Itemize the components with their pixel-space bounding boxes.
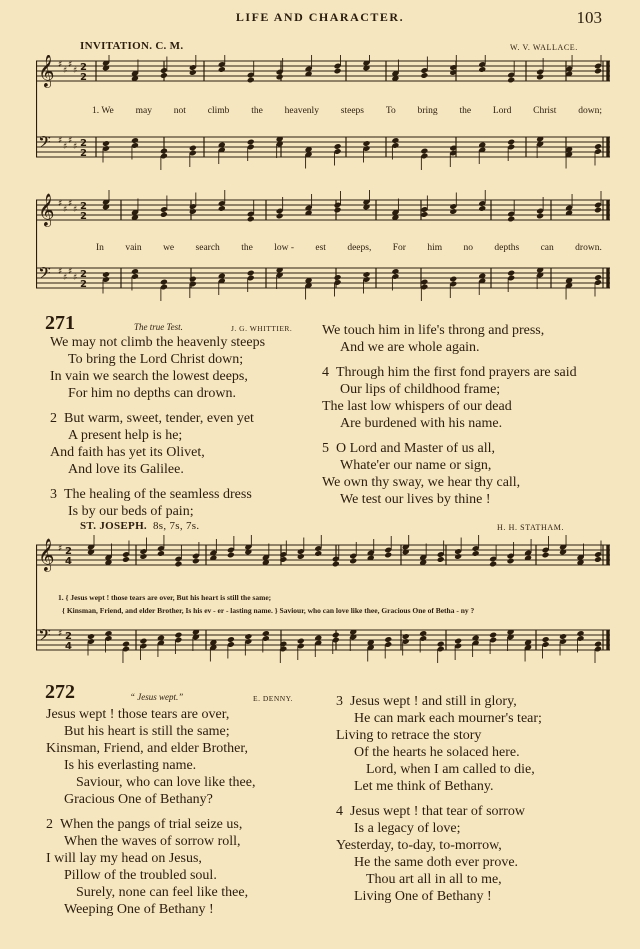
hymn-271-right-column [322,322,622,508]
lyric-word: no [463,243,473,253]
verse-text: Through him the first fond prayers are said [336,365,577,380]
verse-line [46,884,326,901]
verse-text: And we are whole again. [340,340,480,355]
note-head [262,630,270,637]
verse-text: Living One of Bethany ! [354,889,492,904]
note-head [536,74,544,81]
note-head [449,208,457,215]
note-head [334,274,342,281]
verse-line [50,461,318,478]
verse-text: The healing of the seamless dress [64,487,252,502]
verse-line [336,693,616,710]
note-head [218,205,226,212]
verse-text: Are burdened with his name. [340,416,503,431]
music-staff-system-3 [36,535,610,675]
verse-text: The last low whispers of our dead [322,399,512,414]
verse-line [322,339,622,356]
stanza-number: 2 [46,817,53,832]
note-head [218,66,226,73]
note-head [594,641,602,648]
verse-text: Pillow of the troubled soul. [64,868,217,883]
time-signature: 4 [65,556,72,567]
bass-clef-icon: 𝄢 [38,625,51,649]
verse-text: We test our lives by thine ! [340,492,491,507]
note-head [437,556,445,563]
treble-clef-icon: 𝄞 [38,55,55,87]
tune-composer-wallace: W. V. WALLACE. [510,43,578,52]
note-head [334,143,342,150]
sharp-icon: ♯ [58,544,63,554]
stanza-gap [336,795,616,803]
sharp-icon: ♯ [63,142,68,152]
lyric-word: vain [125,243,142,253]
verse-line [322,398,622,415]
sharp-icon: ♯ [73,205,78,215]
verse-text: And faith has yet its Olivet, [50,445,205,460]
note-head [489,561,497,568]
lyric-word: bring [417,106,438,116]
note-head [594,274,602,281]
note-head [419,630,427,637]
lyric-word: search [195,243,220,253]
lyric-word: heavenly [284,106,319,116]
verse-text: Yesterday, to-day, to-morrow, [336,838,502,853]
note-head [594,68,602,75]
lyric-word: Christ [533,106,557,116]
verse-line [336,820,616,837]
sharp-icon: ♯ [68,267,73,277]
verse-text: Saviour, who can love like thee, [76,775,256,790]
hymn-number-272: 272 [45,681,75,703]
verse-line [50,410,318,427]
verse-line [46,850,326,867]
verse-line [46,706,326,723]
verse-text: Jesus wept ! and still in glory, [350,694,517,709]
note-head [247,216,255,223]
sharp-icon: ♯ [68,199,73,209]
lyric-word: est [315,243,326,253]
note-head [139,638,147,645]
note-head [227,636,235,643]
note-head [227,552,235,559]
verse-line [322,415,622,432]
verse-line [322,491,622,508]
sharp-icon: ♯ [58,60,63,70]
time-signature: 2 [80,269,87,280]
lyric-word: not [173,106,186,116]
note-head [160,279,168,286]
stanza-number: 2 [50,411,57,426]
verse-line [46,833,326,850]
tune2-lyric-line-a: 1. { Jesus wept ! those tears are over, But his heart is still the same; [58,593,272,602]
note-head [244,633,252,640]
verse-text: Jesus wept ! those tears are over, [46,707,230,722]
verse-text: He can mark each mourner's tear; [354,711,542,726]
verse-text: But his heart is still the same; [64,724,230,739]
verse-text: Whate'er our name or sign, [340,458,492,473]
note-head [507,270,515,277]
hymn-272-left-column [46,706,326,918]
verse-text: We may not climb the heavenly steeps [50,335,266,350]
note-head [362,271,370,278]
time-signature: 2 [80,72,87,83]
note-head [420,72,428,79]
verse-line [322,440,622,457]
note-head [160,148,168,155]
treble-clef-icon: 𝄞 [38,538,55,571]
lyric-word: the [251,106,263,116]
stanza-gap [50,478,318,486]
time-signature: 2 [80,201,87,212]
verse-line [50,385,318,402]
verse-text: Gracious One of Bethany? [64,792,213,807]
hymn-271-left-column [50,334,318,520]
verse-line [46,757,326,774]
time-signature: 2 [80,62,87,73]
sharp-icon: ♯ [63,273,68,283]
lyric-word: depths [494,243,520,253]
lyric-word: climb [207,106,230,116]
lyric-word: him [427,243,443,253]
verse-text: Is by our beds of pain; [68,504,194,519]
stanza-number: 4 [336,804,343,819]
note-head [454,553,462,560]
note-head [391,268,399,275]
lyric-word: we [163,243,175,253]
verse-line [46,901,326,918]
note-head [449,276,457,283]
note-head [349,558,357,565]
verse-text: Our lips of childhood frame; [340,382,501,397]
stanza-gap [322,432,622,440]
note-head [478,66,486,73]
note-head [131,268,139,275]
verse-text: Kinsman, Friend, and elder Brother, [46,741,249,756]
stanza-gap [322,356,622,364]
verse-text: And love its Galilee. [68,462,184,477]
hymn-272-right-column [336,693,616,905]
verse-text: I will lay my head on Jesus, [46,851,202,866]
note-head [542,552,550,559]
verse-line [336,727,616,744]
verse-line [50,427,318,444]
tune1-lyric-line-2 [96,243,602,253]
verse-line [336,744,616,761]
lyric-word: To [385,106,396,116]
verse-text: Of the hearts he solaced here. [354,745,520,760]
lyric-word: the [241,243,253,253]
treble-clef-icon: 𝄞 [38,193,55,226]
tune-name-invitation: INVITATION. C. M. [80,40,184,52]
hymn-271-author: J. G. WHITTIER. [231,324,293,333]
tune-name-st-joseph [80,520,199,532]
note-head [122,556,130,563]
verse-line [336,761,616,778]
stanza-number: 5 [322,441,329,456]
verse-line [322,364,622,381]
verse-text: Is his everlasting name. [64,758,197,773]
time-signature: 2 [80,138,87,149]
verse-line [336,837,616,854]
tune1-lyric-line-1 [92,106,602,116]
verse-line [336,888,616,905]
note-head [402,633,410,640]
stanza-number: 3 [50,487,57,502]
time-signature: 2 [80,148,87,159]
verse-line [46,774,326,791]
sharp-icon: ♯ [68,136,73,146]
note-head [391,137,399,144]
note-head [314,550,322,557]
tune-name-text: ST. JOSEPH. [80,520,147,532]
bass-clef-icon: 𝄢 [38,263,51,287]
note-head [489,632,497,639]
verse-line [336,854,616,871]
lyric-word: can [540,243,554,253]
verse-line [336,871,616,888]
tune-meter: 8s, 7s, 7s. [152,520,200,532]
note-head [174,632,182,639]
sharp-icon: ♯ [73,142,78,152]
verse-text: For him no depths can drown. [68,386,236,401]
note-head [507,77,515,84]
verse-line [46,740,326,757]
lyric-word: down; [578,106,602,116]
note-head [559,633,567,640]
verse-line [50,334,318,351]
note-head [478,205,486,212]
sharp-icon: ♯ [63,66,68,76]
note-head [362,140,370,147]
verse-text: O Lord and Master of us all, [336,441,496,456]
verse-text: When the waves of sorrow roll, [64,834,241,849]
page-number: 103 [576,8,602,27]
note-head [87,633,95,640]
verse-text: Lord, when I am called to die, [366,762,535,777]
tune-composer-statham: H. H. STATHAM. [497,523,565,532]
note-head [536,213,544,220]
note-head [247,77,255,84]
note-head [577,630,585,637]
lyric-word: drown. [575,243,602,253]
bass-clef-icon: 𝄢 [38,132,51,156]
lyric-word: For [392,243,406,253]
lyric-word: In [96,243,104,253]
note-head [297,638,305,645]
note-head [507,139,515,146]
note-head [384,636,392,643]
stanza-gap [50,402,318,410]
note-head [189,208,197,215]
verse-text: But warm, sweet, tender, even yet [64,411,254,426]
verse-text: Thou art all in all to me, [366,872,502,887]
note-head [297,553,305,560]
note-head [542,636,550,643]
note-head [507,216,515,223]
note-head [104,630,112,637]
verse-line [46,723,326,740]
note-head [174,561,182,568]
note-head [276,213,284,220]
verse-text: He the same doth ever prove. [354,855,519,870]
sharp-icon: ♯ [58,136,63,146]
verse-line [336,803,616,820]
note-head [122,641,130,648]
tune2-lyric-line-b: { Kinsman, Friend, and elder Brother, Is his ev - er - lasting name. } Saviour, who can love like thee, Gracious One of Betha - ny ? [62,606,475,615]
verse-line [50,503,318,520]
note-head [332,561,340,568]
verse-line [336,710,616,727]
verse-line [322,474,622,491]
verse-line [322,381,622,398]
lyric-word: low - [274,243,294,253]
note-head [594,207,602,214]
note-head [384,552,392,559]
sharp-icon: ♯ [73,66,78,76]
verse-text: Jesus wept ! that tear of sorrow [350,804,525,819]
note-head [507,558,515,565]
note-head [334,68,342,75]
sharp-icon: ♯ [73,273,78,283]
note-head [102,140,110,147]
verse-line [46,791,326,808]
note-head [102,271,110,278]
note-head [454,638,462,645]
time-signature: 2 [80,211,87,222]
verse-text: Is a legacy of love; [354,821,461,836]
note-head [594,556,602,563]
time-signature: 2 [65,631,72,642]
stanza-gap [46,808,326,816]
note-head [160,72,168,79]
note-head [334,207,342,214]
stanza-number: 3 [336,694,343,709]
verse-line [50,351,318,368]
stanza-number: 4 [322,365,329,380]
sharp-icon: ♯ [58,267,63,277]
note-head [247,270,255,277]
sharp-icon: ♯ [58,629,63,639]
verse-text: When the pangs of trial seize us, [60,817,243,832]
note-head [420,148,428,155]
verse-text: We touch him in life's throng and press, [322,323,545,338]
verse-text: We own thy sway, we hear thy call, [322,475,521,490]
note-head [594,143,602,150]
lyric-word: Lord [492,106,512,116]
note-head [189,145,197,152]
note-head [437,641,445,648]
lyric-word: deeps, [347,243,372,253]
verse-line [322,322,622,339]
verse-line [50,444,318,461]
note-head [160,211,168,218]
verse-text: Surely, none can feel like thee, [76,885,249,900]
time-signature: 2 [80,279,87,290]
lyric-word: 1. We [92,106,114,116]
note-head [131,137,139,144]
note-head [192,558,200,565]
verse-text: To bring the Lord Christ down; [68,352,244,367]
note-head [472,550,480,557]
note-head [139,553,147,560]
sharp-icon: ♯ [58,199,63,209]
hymn-271-subtitle: The true Test. [134,322,183,332]
verse-line [50,368,318,385]
note-head [189,69,197,76]
time-signature: 2 [65,546,72,557]
verse-text: A present help is he; [68,428,183,443]
note-head [276,74,284,81]
verse-line [50,486,318,503]
verse-line [322,457,622,474]
note-head [189,276,197,283]
lyric-word: steeps [340,106,364,116]
verse-line [336,778,616,795]
verse-text: Weeping One of Bethany ! [64,902,214,917]
lyric-word: may [135,106,152,116]
hymn-number-271: 271 [45,312,75,334]
note-head [247,139,255,146]
time-signature: 4 [65,641,72,652]
verse-text: Let me think of Bethany. [354,779,494,794]
verse-text: Living to retrace the story [336,728,482,743]
sharp-icon: ♯ [63,205,68,215]
verse-line [46,816,326,833]
verse-text: In vain we search the lowest deeps, [50,369,248,384]
note-head [332,632,340,639]
running-title: LIFE AND CHARACTER. [235,10,405,24]
note-head [157,550,165,557]
verse-line [46,867,326,884]
hymn-272-subtitle: “ Jesus wept.” [130,692,184,702]
lyric-word: the [459,106,472,116]
sharp-icon: ♯ [68,60,73,70]
hymn-272-author: E. DENNY. [253,694,293,703]
